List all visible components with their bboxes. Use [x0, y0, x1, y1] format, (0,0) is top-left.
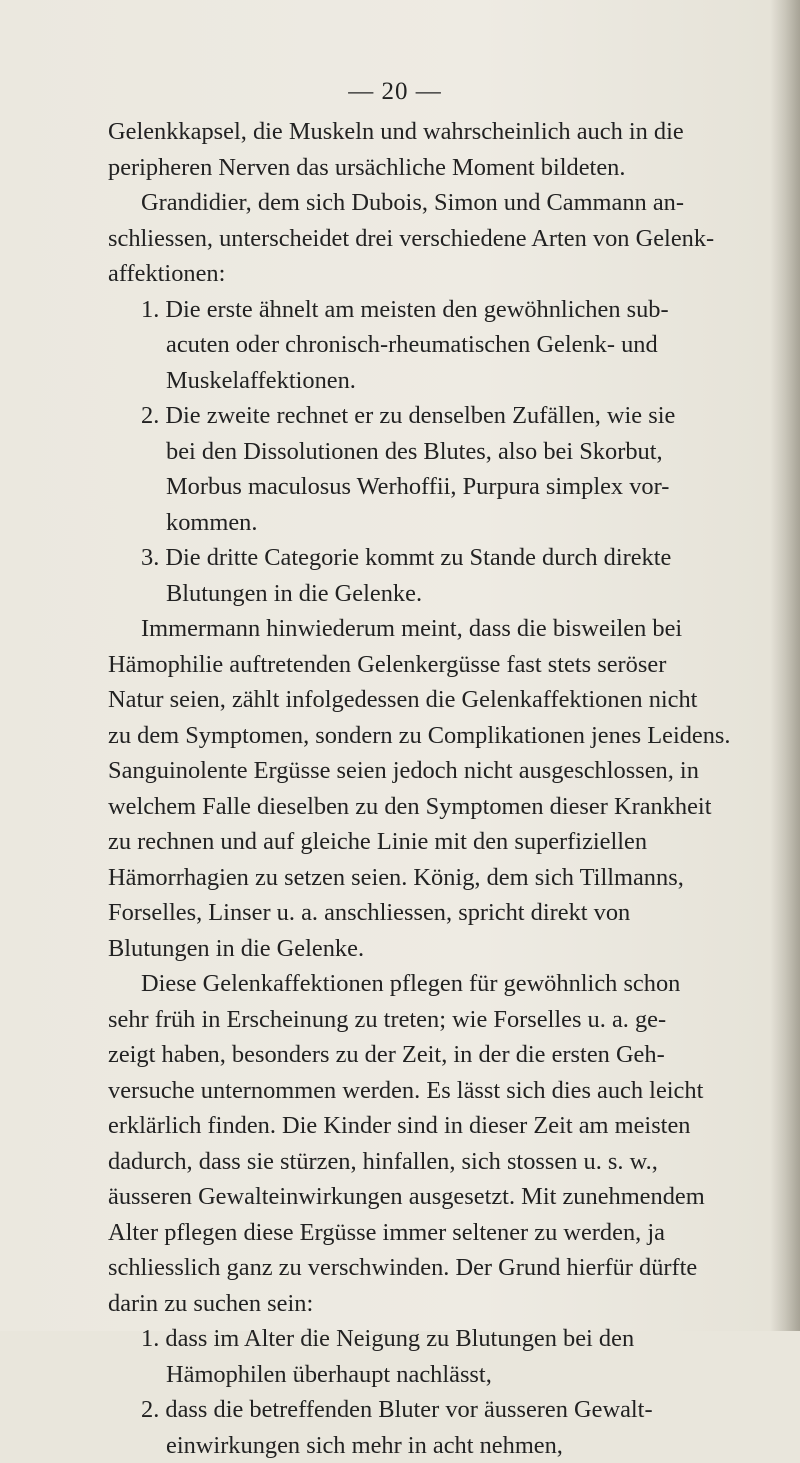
text-line: sehr früh in Erscheinung zu treten; wie Forselles u. a. ge- — [108, 1002, 768, 1038]
text-line: Morbus maculosus Werhoffii, Purpura simplex vor- — [108, 469, 768, 505]
text-line: einwirkungen sich mehr in acht nehmen, — [108, 1428, 768, 1463]
text-line: zeigt haben, besonders zu der Zeit, in der die ersten Geh- — [108, 1037, 768, 1073]
text-line: affektionen: — [108, 256, 768, 292]
text-line: zu dem Symptomen, sondern zu Complikationen jenes Leidens. — [108, 718, 768, 754]
text-line: bei den Dissolutionen des Blutes, also bei Skorbut, — [108, 434, 768, 470]
text-line: Diese Gelenkaffektionen pflegen für gewöhnlich schon — [108, 966, 768, 1002]
text-line: Blutungen in die Gelenke. — [108, 576, 768, 612]
text-line: Natur seien, zählt infolgedessen die Gelenkaffektionen nicht — [108, 682, 768, 718]
text-line: zu rechnen und auf gleiche Linie mit den superfiziellen — [108, 824, 768, 860]
text-line: Hämorrhagien zu setzen seien. König, dem sich Tillmanns, — [108, 860, 768, 896]
text-line: erklärlich finden. Die Kinder sind in dieser Zeit am meisten — [108, 1108, 768, 1144]
text-line: äusseren Gewalteinwirkungen ausgesetzt. Mit zunehmendem — [108, 1179, 768, 1215]
text-line: darin zu suchen sein: — [108, 1286, 768, 1322]
text-line: Hämophilen überhaupt nachlässt, — [108, 1357, 768, 1393]
text-line: acuten oder chronisch-rheumatischen Gelenk- und — [108, 327, 768, 363]
text-line: Alter pflegen diese Ergüsse immer seltener zu werden, ja — [108, 1215, 768, 1251]
page-edge-shadow — [770, 0, 800, 1331]
list-item: 2. dass die betreffenden Bluter vor äusseren Gewalt- — [108, 1392, 768, 1428]
list-item: 1. Die erste ähnelt am meisten den gewöhnlichen sub- — [108, 292, 768, 328]
text-line: schliessen, unterscheidet drei verschiedene Arten von Gelenk- — [108, 221, 768, 257]
text-line: Grandidier, dem sich Dubois, Simon und Cammann an- — [108, 185, 768, 221]
text-line: versuche unternommen werden. Es lässt sich dies auch leicht — [108, 1073, 768, 1109]
text-line: welchem Falle dieselben zu den Symptomen dieser Krankheit — [108, 789, 768, 825]
text-line: schliesslich ganz zu verschwinden. Der Grund hierfür dürfte — [108, 1250, 768, 1286]
text-line: kommen. — [108, 505, 768, 541]
page-number: — 20 — — [0, 78, 790, 106]
body-text — [108, 114, 768, 1463]
text-line: Immermann hinwiederum meint, dass die bisweilen bei — [108, 611, 768, 647]
text-line: Blutungen in die Gelenke. — [108, 931, 768, 967]
list-item: 1. dass im Alter die Neigung zu Blutungen bei den — [108, 1321, 768, 1357]
text-line: Gelenkkapsel, die Muskeln und wahrscheinlich auch in die — [108, 114, 768, 150]
text-line: Sanguinolente Ergüsse seien jedoch nicht ausgeschlossen, in — [108, 753, 768, 789]
text-line: peripheren Nerven das ursächliche Moment bildeten. — [108, 150, 768, 186]
text-line: dadurch, dass sie stürzen, hinfallen, sich stossen u. s. w., — [108, 1144, 768, 1180]
text-line: Muskelaffektionen. — [108, 363, 768, 399]
text-line: Forselles, Linser u. a. anschliessen, spricht direkt von — [108, 895, 768, 931]
list-item: 2. Die zweite rechnet er zu denselben Zufällen, wie sie — [108, 398, 768, 434]
list-item: 3. Die dritte Categorie kommt zu Stande durch direkte — [108, 540, 768, 576]
text-line: Hämophilie auftretenden Gelenkergüsse fast stets seröser — [108, 647, 768, 683]
